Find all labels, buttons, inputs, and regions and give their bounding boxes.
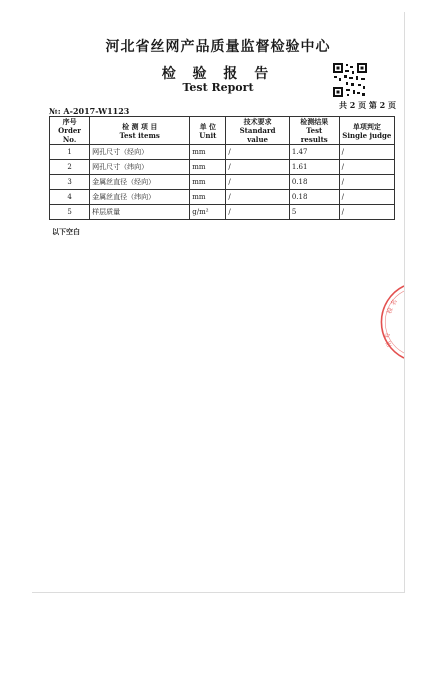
col-header-en: Unit (199, 130, 217, 140)
col-header-unit (190, 117, 226, 145)
cell-result: 0.18 (289, 175, 339, 190)
cell-result: 1.61 (289, 160, 339, 175)
cell-unit: mm (190, 145, 226, 160)
cell-order-no: 5 (50, 205, 90, 220)
col-header-en: Standard value (239, 126, 276, 144)
col-header-zh: 检 测 项 目 (122, 121, 158, 131)
svg-text:检: 检 (386, 306, 395, 315)
table-row (50, 145, 395, 160)
cell-order-no: 2 (50, 160, 90, 175)
seal-stamp (380, 282, 404, 362)
page-indicator: 共 2 页 第 2 页 (338, 100, 396, 110)
col-header-en: Test items (119, 130, 160, 140)
col-header-test-items (90, 117, 190, 145)
col-header-zh: 检测结果 (300, 117, 329, 126)
cell-order-no: 4 (50, 190, 90, 205)
cell-order-no: 3 (50, 175, 90, 190)
cell-unit: mm (190, 190, 226, 205)
report-title-en: Test Report (182, 81, 254, 94)
results-table (49, 116, 395, 220)
cell-standard: / (226, 160, 290, 175)
qr-code-icon (332, 62, 368, 98)
cell-judge: / (339, 145, 394, 160)
col-header-judge (339, 117, 394, 145)
org-title: 河北省丝网产品质量监督检验中心 (105, 39, 331, 55)
cell-judge: / (339, 160, 394, 175)
col-header-zh: 序号 (62, 117, 77, 126)
cell-order-no: 1 (50, 145, 90, 160)
cell-test-item: 网孔尺寸（纬向） (90, 160, 190, 175)
cell-judge: / (339, 205, 394, 220)
col-header-results (289, 117, 339, 145)
col-header-en: Test results (300, 126, 328, 144)
cell-standard: / (226, 145, 290, 160)
blank-below-note: 以下空白 (52, 227, 80, 236)
cell-test-item: 网孔尺寸（经向） (90, 145, 190, 160)
table-header-row (50, 117, 395, 145)
cell-judge: / (339, 190, 394, 205)
cell-result: 0.18 (289, 190, 339, 205)
cell-standard: / (226, 205, 290, 220)
cell-unit: mm (190, 175, 226, 190)
col-header-en: Single judge (342, 130, 392, 140)
cell-standard: / (226, 175, 290, 190)
report-number: №: A-2017-W1123 (49, 106, 130, 116)
cell-unit: mm (190, 160, 226, 175)
svg-text:名: 名 (389, 298, 399, 307)
cell-test-item: 样层质量 (90, 205, 190, 220)
col-header-standard (226, 117, 290, 145)
col-header-zh: 单项判定 (352, 121, 381, 131)
cell-judge: / (339, 175, 394, 190)
svg-text:专: 专 (384, 331, 392, 339)
table-row (50, 205, 395, 220)
svg-text:用: 用 (384, 339, 394, 349)
cell-standard: / (226, 190, 290, 205)
cell-result: 5 (289, 205, 339, 220)
col-header-order-no (50, 117, 90, 145)
col-header-en: Order No. (58, 126, 81, 144)
cell-test-item: 金属丝直径（经向） (90, 175, 190, 190)
table-row (50, 175, 395, 190)
cell-result: 1.47 (289, 145, 339, 160)
cell-unit: g/m² (190, 205, 226, 220)
report-page (32, 12, 405, 593)
cell-test-item: 金属丝直径（纬向） (90, 190, 190, 205)
report-title-zh: 检 验 报 告 (161, 66, 275, 82)
col-header-zh: 单 位 (199, 121, 217, 131)
table-row (50, 160, 395, 175)
col-header-zh: 技术要求 (243, 117, 272, 126)
table-row (50, 190, 395, 205)
